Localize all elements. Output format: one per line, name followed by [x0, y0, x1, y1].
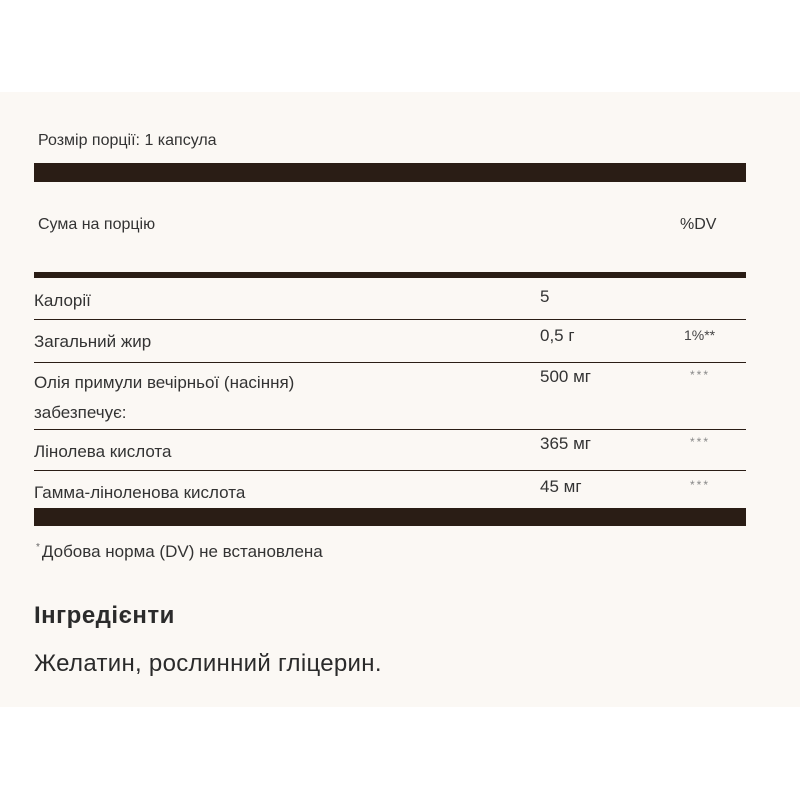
- ingredients-text: Желатин, рослинний гліцерин.: [34, 650, 382, 677]
- divider-medium: [34, 272, 746, 278]
- nutrient-name-line2: забезпечує:: [34, 403, 127, 422]
- nutrient-row-primrose-oil: [34, 363, 746, 430]
- footnote-mark: *: [36, 542, 40, 554]
- footnote: [36, 542, 323, 562]
- divider-thick-top: [34, 163, 746, 182]
- nutrient-amount: 0,5 г: [540, 326, 575, 345]
- nutrient-row-calories: [34, 283, 746, 320]
- nutrient-name: Лінолева кислота: [34, 442, 172, 461]
- nutrient-dv: 1%**: [684, 327, 716, 343]
- nutrient-dv: ***: [690, 368, 711, 382]
- nutrient-name: Калорії: [34, 291, 91, 310]
- footnote-text: Добова норма (DV) не встановлена: [41, 542, 323, 561]
- nutrient-row-total-fat: [34, 320, 746, 363]
- nutrient-amount: 500 мг: [540, 367, 591, 386]
- nutrient-name: Гамма-ліноленова кислота: [34, 483, 246, 502]
- nutrient-dv: ***: [690, 478, 711, 492]
- nutrient-name: Загальний жир: [34, 332, 152, 351]
- nutrient-amount: 5: [540, 287, 550, 306]
- daily-value-header: %DV: [680, 216, 717, 233]
- divider-thick-bottom: [34, 508, 746, 526]
- nutrient-amount: 365 мг: [540, 434, 591, 453]
- ingredients-title: Інгредієнти: [34, 602, 175, 629]
- nutrient-row-linoleic-acid: [34, 430, 746, 471]
- nutrient-row-gla: [34, 471, 746, 508]
- serving-size: Розмір порції: 1 капсула: [38, 132, 217, 149]
- nutrient-dv: ***: [690, 435, 711, 449]
- amount-per-serving-header: Сума на порцію: [38, 216, 156, 233]
- nutrient-amount: 45 мг: [540, 477, 582, 496]
- nutrient-name: Олія примули вечірньої (насіння): [34, 373, 295, 392]
